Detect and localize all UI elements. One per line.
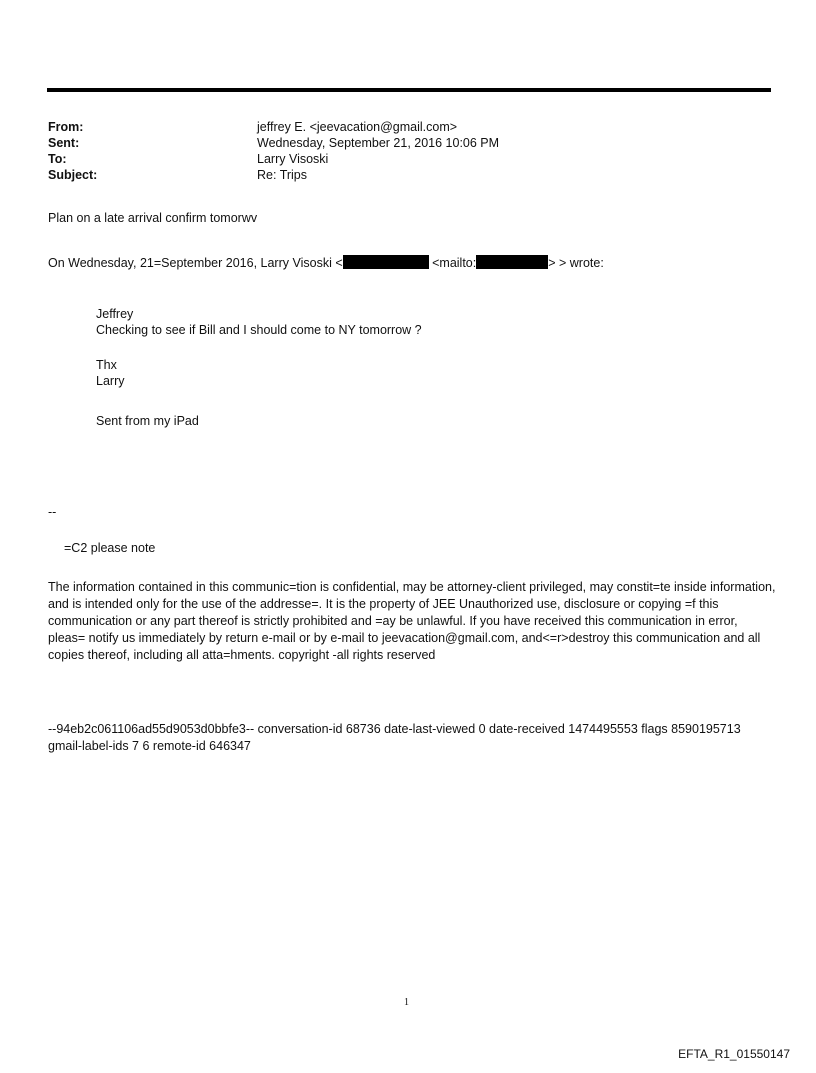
- quoted-sent-from: Sent from my iPad: [96, 414, 199, 428]
- sent-label: Sent:: [48, 136, 80, 150]
- from-label: From:: [48, 120, 84, 134]
- to-value: Larry Visoski: [257, 152, 329, 166]
- header-rule: [47, 88, 771, 92]
- quoted-thanks: Thx: [96, 358, 117, 372]
- reply-text: Plan on a late arrival confirm tomorwv: [48, 211, 258, 225]
- quote-intro-mailto: <mailto:: [432, 256, 477, 270]
- sent-value: Wednesday, September 21, 2016 10:06 PM: [257, 136, 500, 150]
- subject-value: Re: Trips: [257, 168, 308, 182]
- note-heading: =C2 please note: [64, 541, 156, 555]
- quote-intro: [48, 255, 604, 271]
- to-label: To:: [48, 152, 67, 166]
- page-number: 1: [404, 997, 409, 1008]
- redaction-box: [476, 255, 548, 269]
- quoted-greeting: Jeffrey: [96, 307, 134, 321]
- redaction-box: [343, 255, 429, 269]
- from-value: jeffrey E. <jeevacation@gmail.com>: [257, 120, 458, 134]
- quoted-question: Checking to see if Bill and I should come to NY tomorrow ?: [96, 323, 422, 337]
- document-id: EFTA_R1_01550147: [678, 1047, 790, 1061]
- quote-intro-start: On Wednesday, 21=September 2016, Larry Visoski <: [48, 256, 343, 270]
- disclaimer-text: The information contained in this communic=tion is confidential, may be attorney-client privileged, may constit=te inside information, and is intended only for the use of the addresse=. It is the property of JEE Unauthorized use, disclosure or copying =f this communication or any part thereof is strictly prohibited and =ay be unlawful. If you have received this communication in error, pleas= notify us immediately by return e-mail or by e-mail to jeevacation@gmail.com, and<=r>destroy this communication and all copies thereof, including all atta=hments. copyright -all rights reserved: [48, 580, 776, 662]
- subject-label: Subject:: [48, 168, 98, 182]
- message-metadata: --94eb2c061106ad55d9053d0bbfe3-- conversation-id 68736 date-last-viewed 0 date-received 1474495553 flags 8590195713 gmail-label-ids 7 6 remote-id 646347: [48, 722, 741, 753]
- separator: --: [48, 505, 57, 519]
- quoted-signature: Larry: [96, 374, 125, 388]
- quote-intro-end: > > wrote:: [548, 256, 604, 270]
